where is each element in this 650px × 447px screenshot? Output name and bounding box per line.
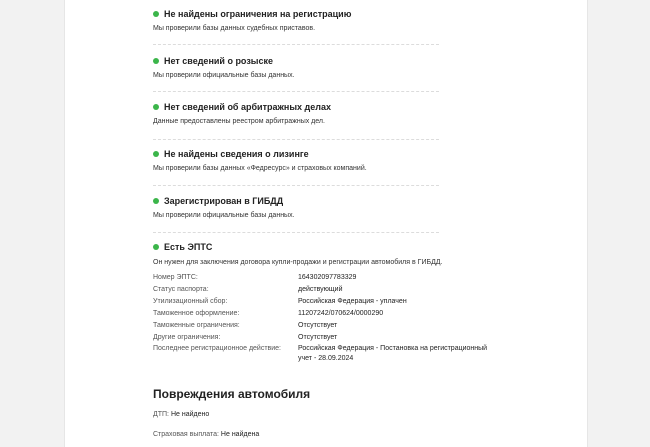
epts-row-key: Статус паспорта: [153,286,209,293]
divider [153,91,439,92]
check-desc: Мы проверили базы данных «Федресурс» и страховых компаний. [153,165,367,172]
epts-row-value: Отсутствует [298,322,338,329]
divider [153,185,439,186]
check-title: Нет сведений о розыске [164,56,273,66]
epts-row-key: Утилизационный сбор: [153,298,228,305]
epts-row-key: Таможенное оформление: [153,310,240,317]
report-card [64,0,588,447]
dtp-line [153,411,209,418]
check-title: Не найдены сведения о лизинге [164,149,309,159]
check-desc: Данные предоставлены реестром арбитражных дел. [153,118,325,125]
dtp-value: Не найдено [170,411,210,418]
check-desc: Мы проверили официальные базы данных. [153,212,295,219]
check-desc: Мы проверили базы данных судебных приставов. [153,25,316,32]
epts-row-value: 164302097783329 [298,274,357,281]
insurance-line [153,431,259,438]
check-title: Зарегистрирован в ГИБДД [164,196,284,206]
epts-row-key: Таможенные ограничения: [153,322,240,329]
check-desc: Мы проверили официальные базы данных. [153,72,295,79]
epts-title: Есть ЭПТС [164,242,213,252]
dtp-label: ДТП: [153,411,169,418]
epts-row-value: Российская Федерация - Постановка на регистрационный учет - 28.09.2024 [298,345,488,362]
epts-row-value: Российская Федерация - уплачен [298,298,407,305]
insurance-value: Не найдена [220,431,260,438]
epts-row-key: Последнее регистрационное действие: [153,345,282,352]
check-title: Нет сведений об арбитражных делах [164,102,331,112]
epts-row-key: Другие ограничения: [153,334,221,341]
divider [153,139,439,140]
check-title: Не найдены ограничения на регистрацию [164,9,352,19]
epts-row-value: Отсутствует [298,334,338,341]
insurance-label: Страховая выплата: [153,431,219,438]
section-title-damage: Повреждения автомобиля [153,387,311,401]
epts-row-value: действующий [298,286,343,293]
epts-row-value: 11207242/070624/0000290 [298,310,384,317]
divider [153,232,439,233]
divider [153,44,439,45]
epts-desc: Он нужен для заключения договора купли-продажи и регистрации автомобиля в ГИБДД. [153,259,443,266]
epts-row-key: Номер ЭПТС: [153,274,198,281]
